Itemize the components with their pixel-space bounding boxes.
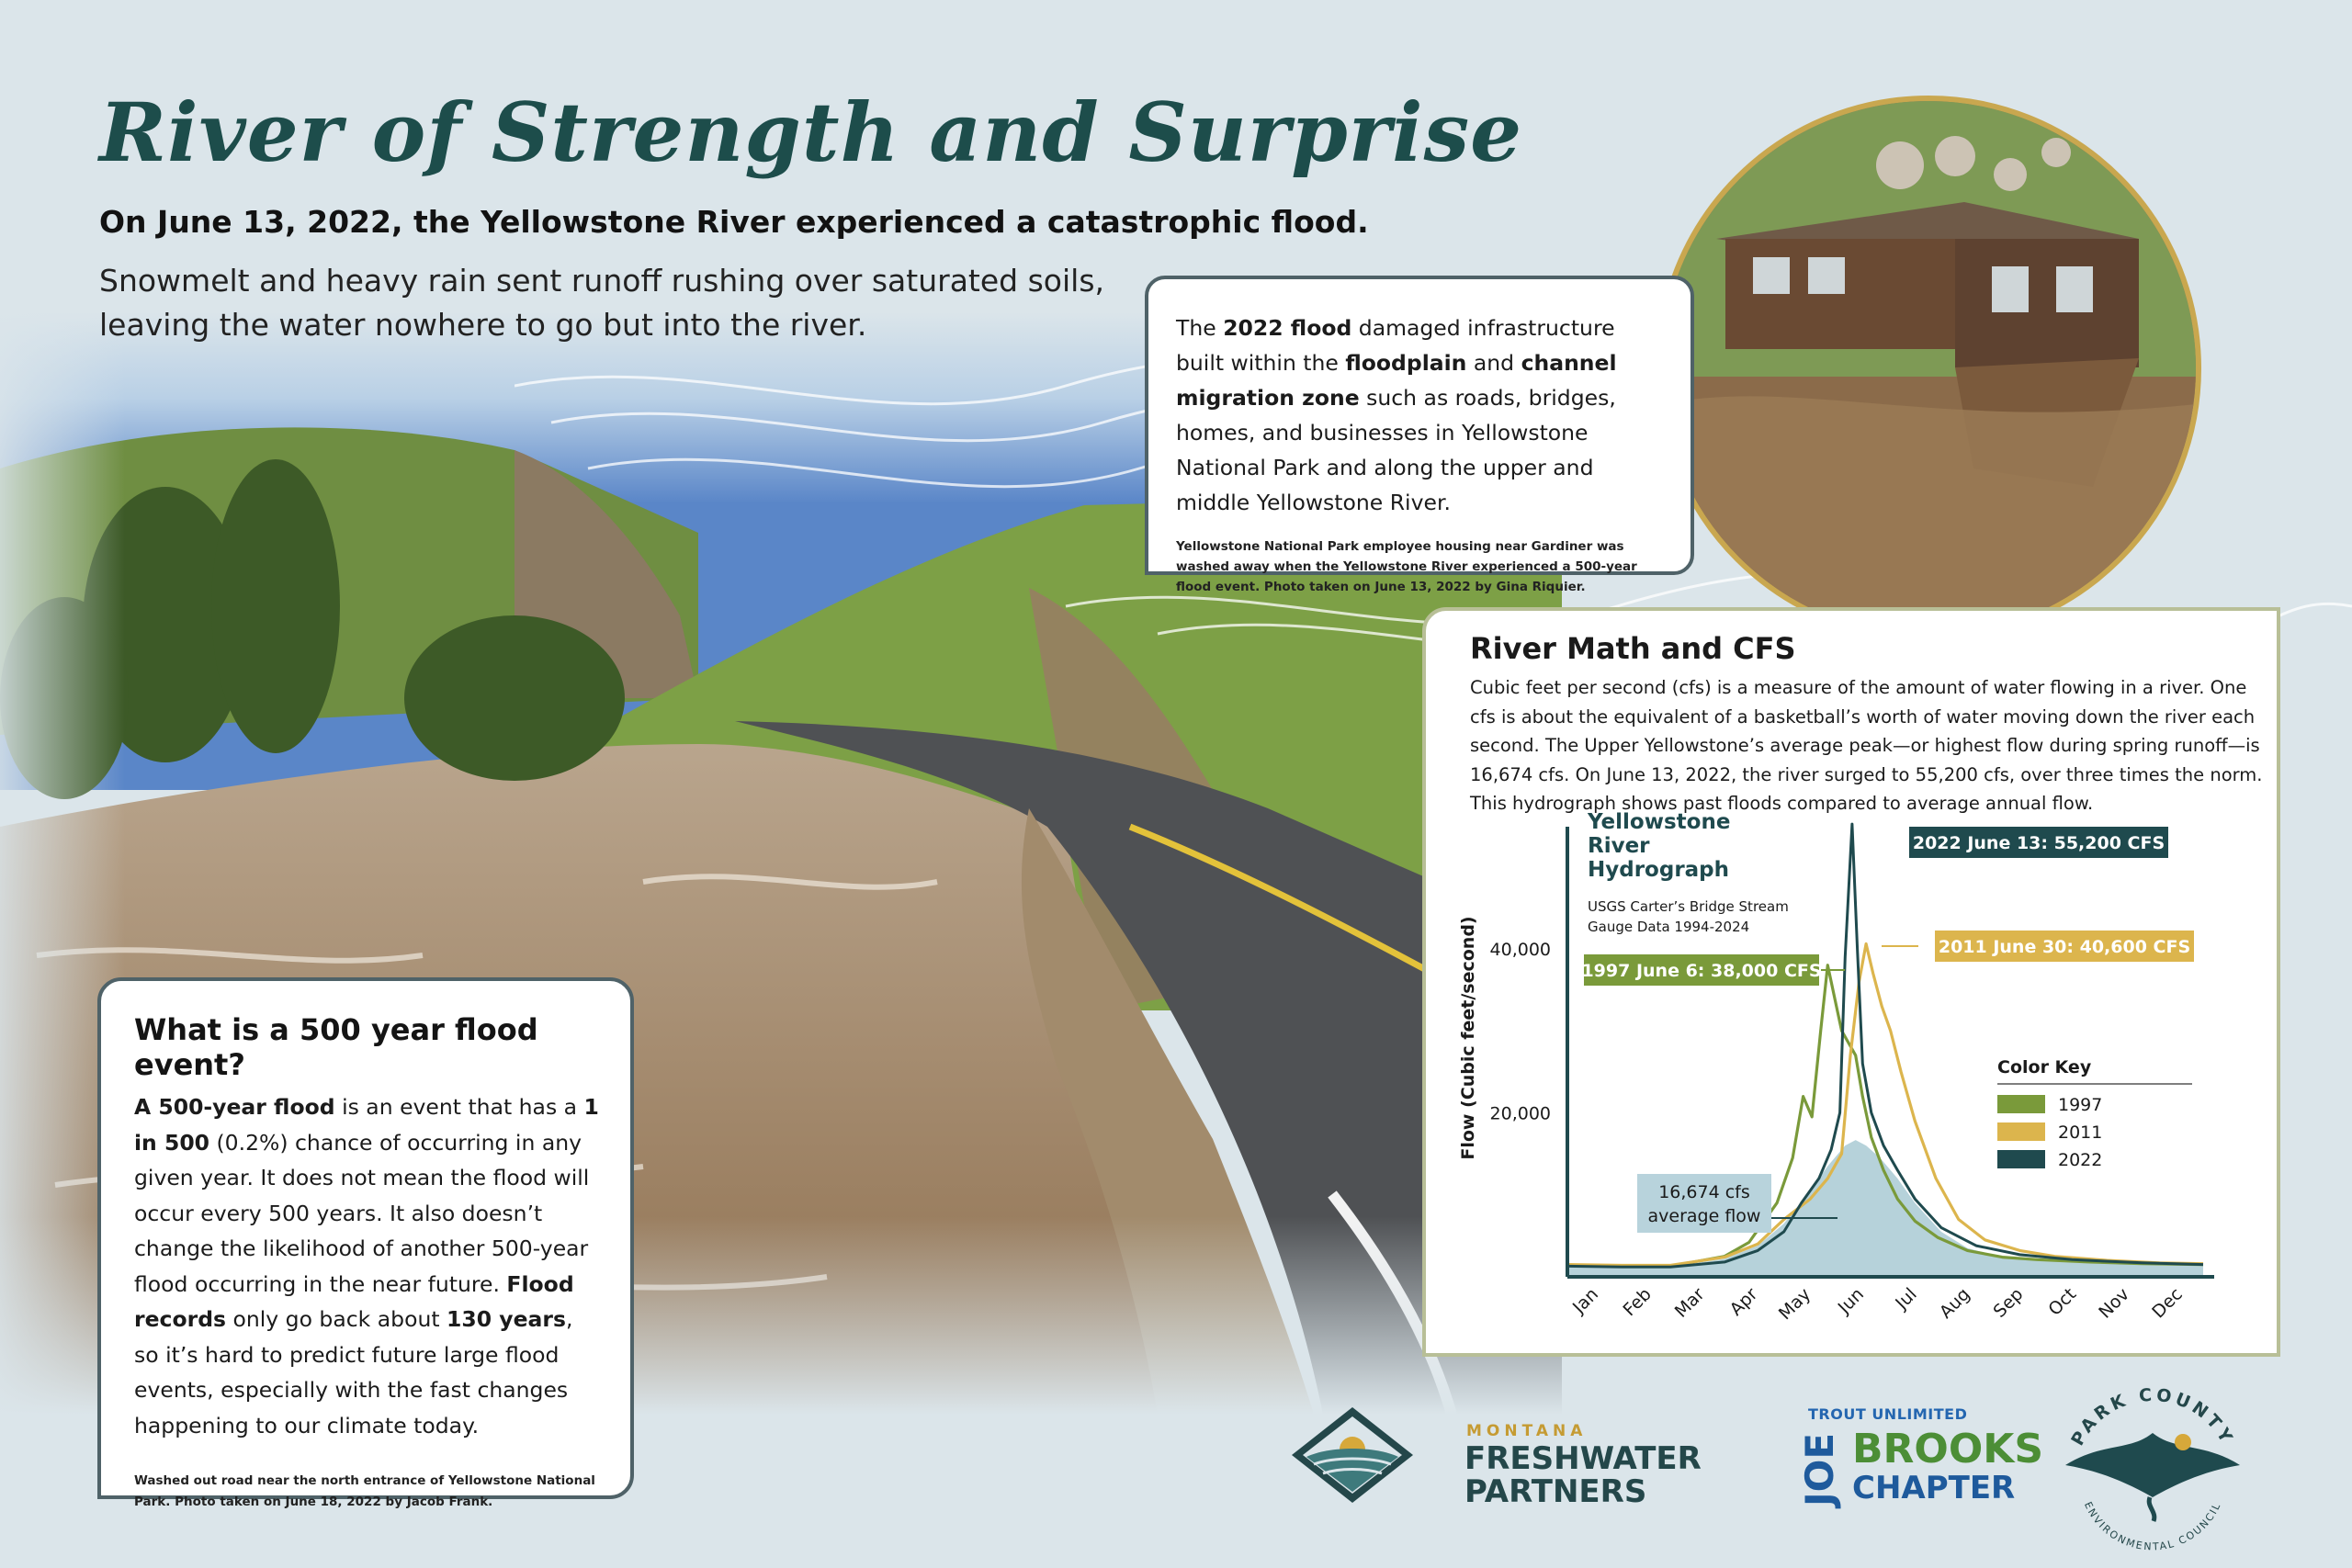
x-tick-label: Aug bbox=[1935, 1283, 1974, 1323]
text-run: (0.2%) chance of occurring in any given year. It does not mean the flood will occur every 500 years. It also doesn’t change the likelihood of another 500-year flood occurring in the near future. bbox=[134, 1129, 590, 1297]
bold-text-flood-records: Flood records bbox=[134, 1270, 574, 1332]
house-flood-photo bbox=[1656, 96, 2201, 641]
text-run: and bbox=[1466, 350, 1521, 376]
legend-swatch-2022 bbox=[1997, 1150, 2045, 1168]
y-tick-label: 40,000 bbox=[1489, 939, 1551, 960]
mfp-name-text bbox=[1464, 1442, 1702, 1508]
legend-swatch-1997 bbox=[1997, 1095, 2045, 1113]
annotation-2022-text: 2022 June 13: 55,200 CFS bbox=[1912, 833, 2165, 853]
500-year-flood-paragraph bbox=[134, 1089, 599, 1443]
bold-text-130-years: 130 years bbox=[447, 1306, 566, 1332]
text-run: , so it’s hard to predict future large flood events, especially with the fast changes happening to our climate today. bbox=[134, 1306, 573, 1438]
x-tick-label: Feb bbox=[1619, 1283, 1656, 1321]
average-flow-label-text: average flow bbox=[1647, 1206, 1761, 1226]
legend-label-2022: 2022 bbox=[2058, 1150, 2103, 1170]
x-tick-label: Mar bbox=[1670, 1283, 1709, 1322]
500-year-flood-box bbox=[97, 977, 634, 1509]
x-tick-label: Jun bbox=[1834, 1283, 1869, 1318]
chart-title-line: Yellowstone bbox=[1588, 810, 1731, 834]
page-title: River of Strength and Surprise bbox=[99, 85, 1523, 180]
text-run: The bbox=[1176, 315, 1224, 341]
x-tick-label: Jul bbox=[1892, 1283, 1921, 1314]
floodplain-paragraph bbox=[1176, 310, 1663, 520]
legend-label-2011: 2011 bbox=[2058, 1122, 2103, 1143]
text-run: damaged infrastructure built within the bbox=[1176, 315, 1615, 376]
pcec-top-text: PARK COUNTY bbox=[2067, 1384, 2238, 1450]
text-run: is an event that has a bbox=[334, 1094, 584, 1120]
legend-swatch-2011 bbox=[1997, 1122, 2045, 1141]
average-flow-label-text: 16,674 cfs bbox=[1658, 1182, 1750, 1202]
park-county-environmental-council-logo-icon bbox=[2047, 1378, 2258, 1562]
x-tick-label: Apr bbox=[1725, 1283, 1762, 1320]
annotation-1997-text: 1997 June 6: 38,000 CFS bbox=[1581, 961, 1822, 981]
text-run: such as roads, bridges, homes, and businesses in Yellowstone National Park and along the upper and middle Yellowstone River. bbox=[1176, 385, 1616, 515]
bold-text-floodplain: floodplain bbox=[1345, 350, 1467, 376]
house-photo-caption: Yellowstone National Park employee housing near Gardiner was washed away when the Yellowstone River experienced a 500-year flood event. Photo taken on June 13, 2022 by Gina Riquier. bbox=[1176, 539, 1637, 594]
x-tick-label: Sep bbox=[1989, 1283, 2028, 1322]
y-axis-label: Flow (Cubic feet/second) bbox=[1458, 916, 1478, 1160]
trout-unlimited-text: TROUT UNLIMITED bbox=[1808, 1405, 1968, 1423]
mfp-montana-text: MONTANA bbox=[1466, 1422, 1588, 1440]
river-math-heading: River Math and CFS bbox=[1470, 631, 1796, 666]
floodplain-info-box bbox=[1145, 276, 1694, 594]
intro-text: Snowmelt and heavy rain sent runoff rushing over saturated soils, leaving the water nowhere to go but into the river. bbox=[99, 263, 1104, 343]
montana-freshwater-partners-logo-icon bbox=[1288, 1404, 1417, 1506]
chapter-text: CHAPTER bbox=[1852, 1470, 2016, 1506]
bold-text-500-year-flood: A 500-year flood bbox=[134, 1094, 335, 1120]
bold-text-1-in-500: 1 in 500 bbox=[134, 1094, 599, 1156]
x-tick-label: Nov bbox=[2095, 1283, 2133, 1323]
text-run: only go back about bbox=[226, 1306, 447, 1332]
legend-label-1997: 1997 bbox=[2058, 1095, 2103, 1115]
x-tick-label: Dec bbox=[2148, 1283, 2187, 1323]
mfp-partners-text: PARTNERS bbox=[1464, 1473, 1647, 1510]
chart-title-line: Hydrograph bbox=[1588, 858, 1730, 882]
river-math-paragraph: Cubic feet per second (cfs) is a measure of the amount of water flowing in a river. One cfs is about the equivalent of a basketball’s worth of water moving down the river each second. The Upper Yellowstone’s average peak—or highest flow during spring runoff—is 16,674 cfs. On June 13, 2022, the river surged to 55,200 cfs, over three times the norm. This hydrograph shows past floods compared to average annual flow. bbox=[1470, 677, 2263, 814]
chart-title-line: River bbox=[1588, 834, 1650, 858]
chart-subtitle-line: USGS Carter’s Bridge Stream bbox=[1588, 898, 1789, 915]
annotation-2011-text: 2011 June 30: 40,600 CFS bbox=[1938, 937, 2191, 957]
x-tick-label: May bbox=[1774, 1283, 1815, 1325]
chart-subtitle-line: Gauge Data 1994-2024 bbox=[1588, 919, 1750, 935]
brooks-text: BROOKS bbox=[1852, 1426, 2044, 1472]
bold-text-2022-flood: 2022 flood bbox=[1223, 315, 1352, 341]
500-year-flood-heading: What is a 500 year flood event? bbox=[134, 1012, 538, 1082]
page-subtitle: On June 13, 2022, the Yellowstone River experienced a catastrophic flood. bbox=[99, 204, 1369, 240]
pcec-bottom-text: ENVIRONMENTAL COUNCIL bbox=[2081, 1499, 2224, 1553]
road-photo-caption: Washed out road near the north entrance of Yellowstone National Park. Photo taken on June 18, 2022 by Jacob Frank. bbox=[134, 1473, 595, 1509]
y-tick-label: 20,000 bbox=[1489, 1103, 1551, 1124]
joe-text: JOE bbox=[1797, 1432, 1842, 1506]
mfp-freshwater-text: FRESHWATER bbox=[1464, 1440, 1702, 1477]
x-tick-label: Oct bbox=[2044, 1283, 2081, 1320]
hydrograph-chart bbox=[1433, 799, 2278, 1350]
bold-text-channel-migration-zone: channel migration zone bbox=[1176, 350, 1617, 411]
x-tick-label: Jan bbox=[1568, 1283, 1603, 1318]
legend-title: Color Key bbox=[1997, 1057, 2092, 1077]
